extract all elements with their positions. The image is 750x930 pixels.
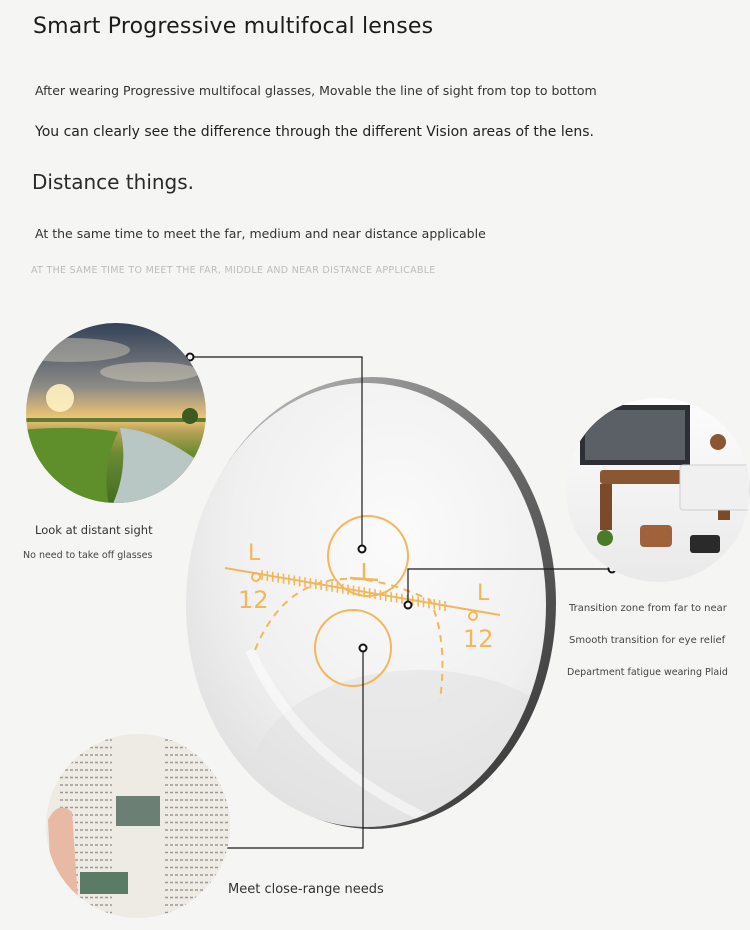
newspaper-photo <box>44 732 234 922</box>
near-label: Meet close-range needs <box>228 882 384 897</box>
transition-label-3: Department fatigue wearing Plaid <box>567 667 728 678</box>
lens-left-letter: L <box>248 541 261 566</box>
far-sublabel: No need to take off glasses <box>23 550 153 561</box>
transition-dot-lens <box>405 602 412 609</box>
lens-right-number: 12 <box>463 625 494 653</box>
near-dot-lens <box>360 645 367 652</box>
section-heading: Distance things. <box>32 170 195 194</box>
page-title: Smart Progressive multifocal lenses <box>33 14 434 39</box>
transition-label-1: Transition zone from far to near <box>569 603 727 614</box>
lens-left-number: 12 <box>238 586 269 614</box>
far-landscape-photo <box>10 320 220 510</box>
section-subtitle-caps: AT THE SAME TIME TO MEET THE FAR, MIDDLE AND NEAR DISTANCE APPLICABLE <box>31 265 436 276</box>
far-dot-lens <box>359 546 366 553</box>
intro-line-1: After wearing Progressive multifocal glasses, Movable the line of sight from top to bottom <box>35 83 597 98</box>
transition-label-2: Smooth transition for eye relief <box>569 635 726 646</box>
far-label: Look at distant sight <box>35 523 153 537</box>
intro-line-2: You can clearly see the difference through the different Vision areas of the lens. <box>35 124 594 140</box>
lens-right-letter: L <box>477 581 490 606</box>
desk-photo <box>560 395 750 585</box>
section-subtitle: At the same time to meet the far, medium and near distance applicable <box>35 226 486 241</box>
